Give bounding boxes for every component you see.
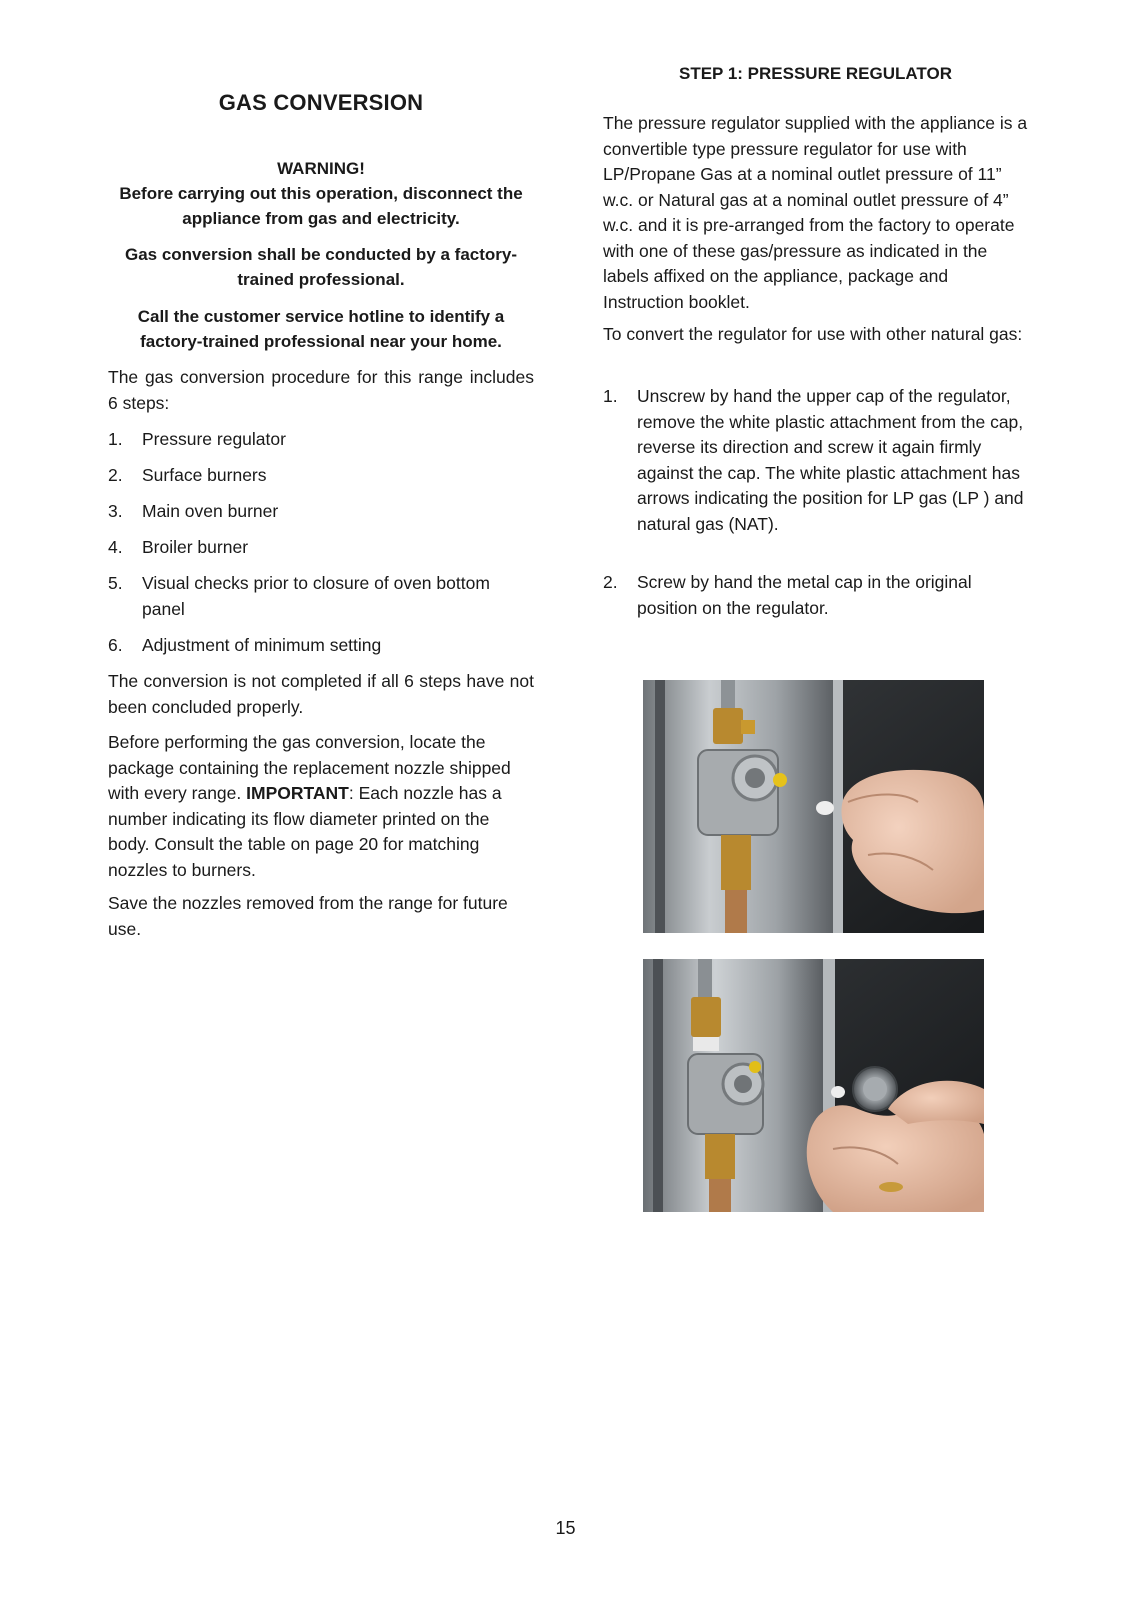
warning-hotline: Call the customer service hotline to identify a factory-trained professional near your home. [137, 307, 505, 351]
list-item [603, 570, 1028, 621]
list-number: 6. [108, 635, 123, 655]
save-nozzles-paragraph: Save the nozzles removed from the range for future use. [108, 893, 508, 939]
list-item [108, 463, 534, 489]
list-item [108, 571, 534, 622]
list-text: Broiler burner [142, 537, 249, 557]
warning-heading: WARNING! [277, 159, 365, 178]
regulator-photo-replace-cap [643, 959, 984, 1212]
list-number: 5. [108, 573, 123, 593]
list-item [603, 384, 1028, 537]
list-number: 2. [603, 572, 618, 592]
page-number: 15 [555, 1518, 576, 1538]
important-label: IMPORTANT [246, 783, 349, 803]
before-performing-paragraph [108, 730, 534, 883]
convert-intro: To convert the regulator for use with other natural gas: [603, 324, 1023, 344]
list-text: Unscrew by hand the upper cap of the regulator, remove the white plastic attachment from the cap, reverse its direction and screw it again firmly against the cap. The white plastic attachment has arrows indicating the position for LP gas (LP ) and natural gas (NAT). [637, 386, 1024, 534]
page-title: GAS CONVERSION [218, 90, 424, 115]
list-number: 4. [108, 537, 123, 557]
list-item [108, 633, 534, 659]
warning-disconnect: Before carrying out this operation, disconnect the appliance from gas and electricity. [119, 184, 523, 228]
list-number: 1. [603, 386, 618, 406]
list-text: Adjustment of minimum setting [142, 635, 382, 655]
warning-professional: Gas conversion shall be conducted by a factory-trained professional. [124, 245, 518, 289]
list-text: Screw by hand the metal cap in the original position on the regulator. [637, 572, 972, 618]
list-item [108, 535, 534, 561]
list-number: 3. [108, 501, 123, 521]
list-item [108, 499, 534, 525]
intro-paragraph: The gas conversion procedure for this range includes 6 steps: [108, 367, 534, 413]
not-completed-paragraph: The conversion is not completed if all 6 steps have not been concluded properly. [108, 671, 534, 717]
list-text: Visual checks prior to closure of oven bottom panel [142, 573, 490, 619]
list-number: 1. [108, 429, 123, 449]
step-heading: STEP 1: PRESSURE REGULATOR [679, 64, 952, 83]
list-number: 2. [108, 465, 123, 485]
before-performing-text: Before performing the gas conversion, locate the package containing the replacement nozzle shipped with every range. [108, 732, 511, 803]
regulator-description: The pressure regulator supplied with the appliance is a convertible type pressure regulator for use with LP/Propane Gas at a nominal outlet pressure of 11” w.c. or Natural gas at a nominal outlet pressure of 4” w.c. and it is pre-arranged from the factory to operate with one of these gas/pressure as indicated in the labels affixed on the appliance, package and Instruction booklet. [603, 113, 1028, 312]
list-text: Surface burners [142, 465, 267, 485]
list-text: Pressure regulator [142, 429, 286, 449]
list-text: Main oven burner [142, 501, 279, 521]
list-item [108, 427, 534, 453]
regulator-photo-reverse-attachment [643, 680, 984, 933]
before-performing-text-2: : Each nozzle has a number indicating its flow diameter printed on the body. Consult the table on page 20 for matching nozzles to burners. [108, 783, 502, 880]
